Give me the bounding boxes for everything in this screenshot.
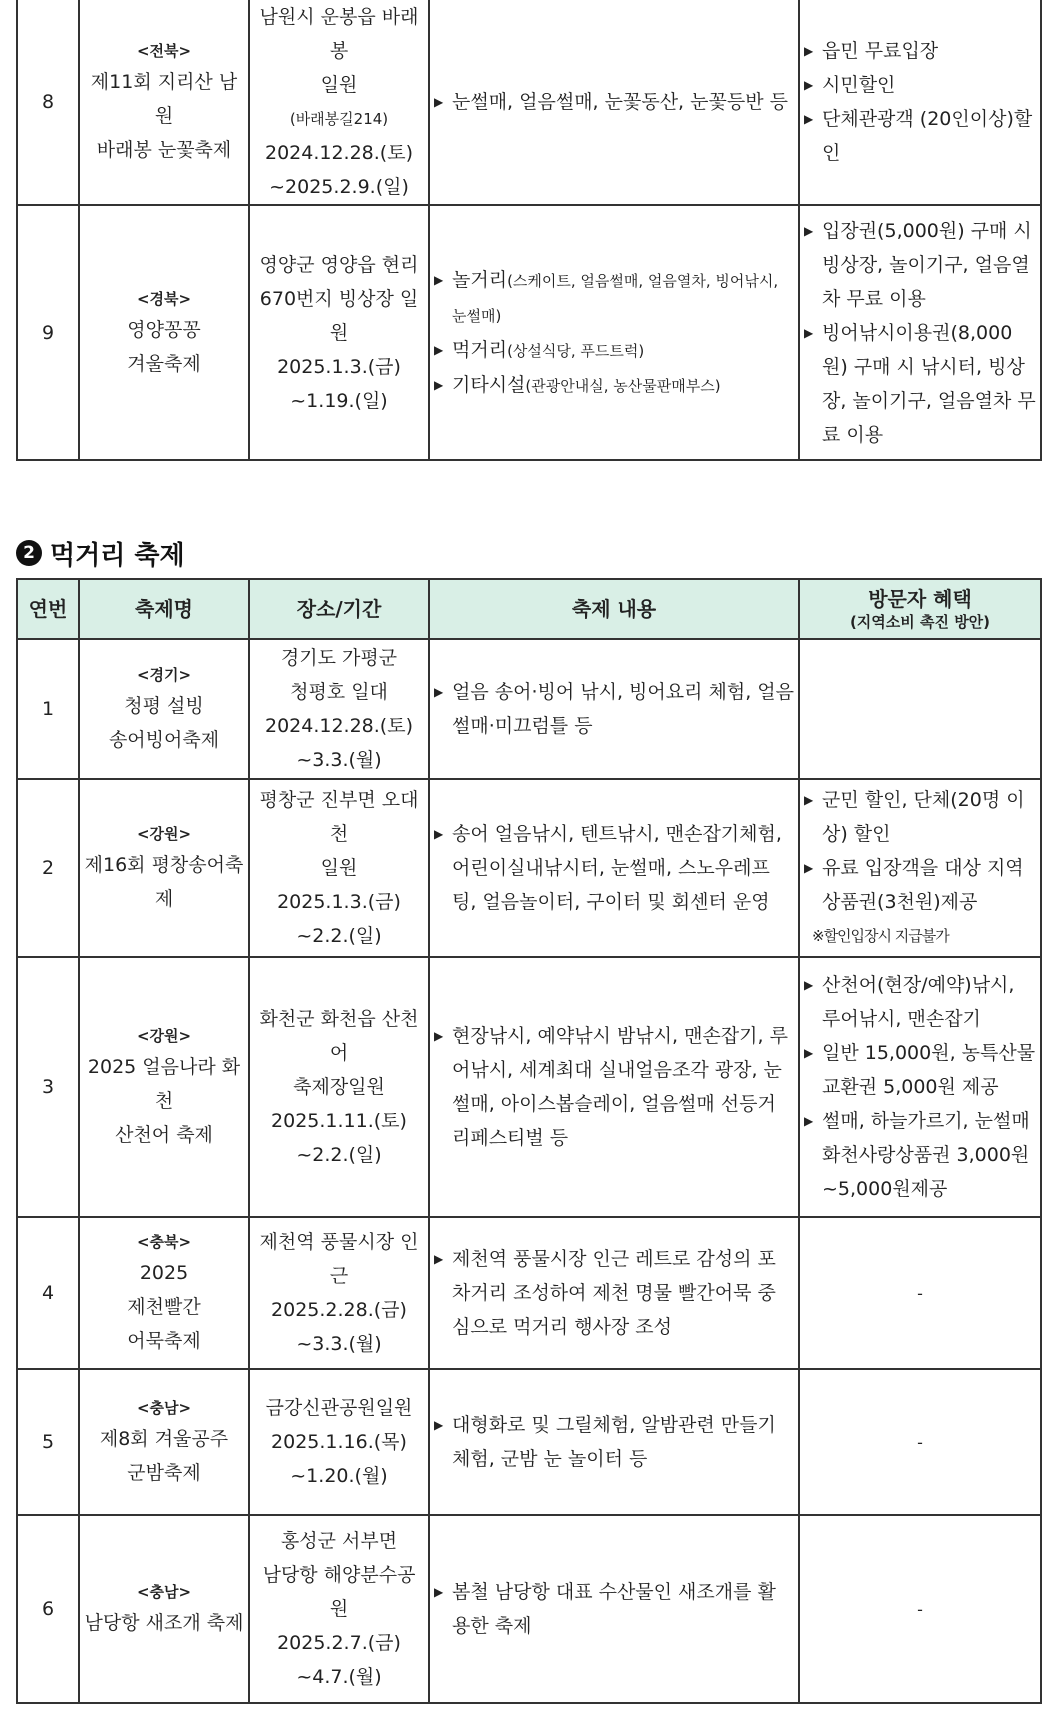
region-label: <경북> xyxy=(136,289,192,308)
table-row xyxy=(17,1217,1041,1369)
content-item-detail: (상설식당, 푸드트럭) xyxy=(507,341,645,360)
festival-content-cell xyxy=(429,205,799,460)
content-item xyxy=(434,368,794,403)
benefit-item: ▶ 읍민 무료입장 xyxy=(804,34,1036,68)
place-line: 670번지 빙상장 일원 xyxy=(259,287,419,344)
festival-content-cell xyxy=(429,779,799,957)
place-period-cell xyxy=(249,779,429,957)
festival-content-cell xyxy=(429,639,799,779)
header-name: 축제명 xyxy=(79,579,249,639)
festival-name-line: 송어빙어축제 xyxy=(108,729,220,751)
row-number: 1 xyxy=(17,639,79,779)
row-number: 5 xyxy=(17,1369,79,1515)
festival-name-line: 바래봉 눈꽃축제 xyxy=(96,139,232,161)
table-row xyxy=(17,205,1041,460)
benefit-cell xyxy=(799,1515,1041,1703)
benefit-empty-dash: - xyxy=(917,1599,923,1619)
place-detail: (바래봉길214) xyxy=(289,110,389,128)
place-period-line: ~3.3.(월) xyxy=(296,749,382,771)
festival-name-line: 제16회 평창송어축 xyxy=(84,854,244,876)
food-festival-table xyxy=(16,578,1042,1704)
benefit-cell xyxy=(799,639,1041,779)
table-row xyxy=(17,1515,1041,1703)
content-item: ▶ 봄철 남당항 대표 수산물인 새조개를 활용한 축제 xyxy=(434,1575,794,1643)
festival-name-line: 군밤축제 xyxy=(127,1462,201,1484)
benefit-note: ※할인입장시 지급불가 xyxy=(812,927,949,945)
festival-name-line: 어묵축제 xyxy=(127,1330,201,1352)
row-number: 8 xyxy=(17,0,79,205)
top-festival-table xyxy=(16,0,1042,461)
festival-name-cell xyxy=(79,1217,249,1369)
region-label: <충북> xyxy=(136,1233,192,1251)
content-item: ▶ 눈썰매, 얼음썰매, 눈꽃동산, 눈꽃등반 등 xyxy=(434,85,794,119)
benefit-item: ▶ 군민 할인, 단체(20명 이상) 할인 xyxy=(804,783,1036,851)
place-period-line: ~4.7.(월) xyxy=(296,1666,382,1688)
table-row xyxy=(17,779,1041,957)
section-heading xyxy=(16,535,185,571)
content-item xyxy=(434,263,794,333)
festival-content-cell xyxy=(429,957,799,1217)
festival-name-line: 남당항 새조개 축제 xyxy=(84,1612,244,1634)
period-line: ~2025.2.9.(일) xyxy=(269,176,409,198)
content-item-detail: (스케이트, 얼음썰매, 얼음열차, 빙어낚시, 눈썰매) xyxy=(452,271,779,325)
festival-name-line: 2025 xyxy=(139,1262,189,1284)
table-row xyxy=(17,957,1041,1217)
content-item: ▶ 얼음 송어·빙어 낚시, 빙어요리 체험, 얼음 썰매·미끄럼틀 등 xyxy=(434,675,794,743)
table-row xyxy=(17,639,1041,779)
festival-name-line: 제천빨간 xyxy=(127,1296,201,1318)
benefit-item: ▶ 썰매, 하늘가르기, 눈썰매 화천사랑상품권 3,000원~5,000원제공 xyxy=(804,1104,1036,1206)
region-label: <전북> xyxy=(136,42,192,60)
place-period-line: 2025.1.11.(토) xyxy=(271,1110,407,1132)
place-period-line: ~2.2.(일) xyxy=(296,1144,382,1166)
row-number: 4 xyxy=(17,1217,79,1369)
benefit-item: ▶ 입장권(5,000원) 구매 시 빙상장, 놀이기구, 얼음열차 무료 이용 xyxy=(804,214,1036,316)
content-item: ▶ 현장낚시, 예약낚시 밤낚시, 맨손잡기, 루어낚시, 세계최대 실내얼음조각 광장, 눈썰매, 아이스봅슬레이, 얼음썰매 선등거리페스티벌 등 xyxy=(434,1019,794,1155)
festival-name-cell xyxy=(79,779,249,957)
festival-content-cell xyxy=(429,1515,799,1703)
table-header-row xyxy=(17,579,1041,639)
festival-name-line: 영양꽁꽁 xyxy=(127,318,201,341)
region-label: <강원> xyxy=(136,1027,192,1045)
place-period-line: 남당항 해양분수공원 xyxy=(262,1564,416,1620)
table-row xyxy=(17,0,1041,205)
place-period-line: 2025.2.7.(금) xyxy=(277,1632,401,1654)
period-line: 2025.1.3.(금) xyxy=(277,355,401,378)
header-benefit-title: 방문자 혜택 xyxy=(868,587,972,611)
benefit-item: ▶ 산천어(현장/예약)낚시, 루어낚시, 맨손잡기 xyxy=(804,968,1036,1036)
place-period-cell xyxy=(249,1515,429,1703)
place-period-cell xyxy=(249,1369,429,1515)
region-label: <충남> xyxy=(136,1583,192,1601)
festival-name-line: 제 xyxy=(154,888,174,910)
header-benefit-subtitle: (지역소비 촉진 방안) xyxy=(849,613,991,631)
festival-name-line: 2025 얼음나라 화천 xyxy=(87,1056,241,1112)
place-line: 영양군 영양읍 현리 xyxy=(259,253,419,276)
row-number: 2 xyxy=(17,779,79,957)
benefit-cell xyxy=(799,0,1041,205)
place-period-line: 축제장일원 xyxy=(293,1076,385,1098)
festival-name-line: 겨울축제 xyxy=(127,352,201,375)
festival-name-cell xyxy=(79,1515,249,1703)
header-place: 장소/기간 xyxy=(249,579,429,639)
place-period-line: 평창군 진부면 오대천 xyxy=(259,789,419,845)
header-content: 축제 내용 xyxy=(429,579,799,639)
benefit-empty-dash: - xyxy=(917,1283,923,1303)
section-number-badge: 2 xyxy=(16,540,42,566)
content-item-detail: (관광안내실, 농산물판매부스) xyxy=(525,376,721,395)
content-item: ▶ 대형화로 및 그릴체험, 알밤관련 만들기 체험, 군밤 눈 놀이터 등 xyxy=(434,1408,794,1476)
festival-name-cell xyxy=(79,957,249,1217)
place-period-line: 제천역 풍물시장 인근 xyxy=(259,1231,419,1287)
place-period-cell xyxy=(249,957,429,1217)
benefit-cell xyxy=(799,1369,1041,1515)
festival-name-line: 청평 설빙 xyxy=(124,695,204,717)
region-label: <경기> xyxy=(136,666,192,684)
content-item-main: 먹거리 xyxy=(452,338,508,361)
benefit-cell xyxy=(799,205,1041,460)
place-period-line: 2025.2.28.(금) xyxy=(271,1299,407,1321)
benefit-empty-dash: - xyxy=(917,1432,923,1452)
place-period-line: 경기도 가평군 xyxy=(280,647,398,669)
place-line: 남원시 운봉읍 바래봉 xyxy=(259,6,419,62)
place-period-cell xyxy=(249,1217,429,1369)
header-benefit xyxy=(799,579,1041,639)
benefit-cell xyxy=(799,957,1041,1217)
festival-name-cell xyxy=(79,0,249,205)
benefit-item: ▶ 일반 15,000원, 농특산물 교환권 5,000원 제공 xyxy=(804,1036,1036,1104)
benefit-item: ▶ 빙어낚시이용권(8,000원) 구매 시 낚시터, 빙상장, 놀이기구, 얼음열차 무료 이용 xyxy=(804,316,1036,452)
content-item: ▶ 송어 얼음낚시, 텐트낚시, 맨손잡기체험, 어린이실내낚시터, 눈썰매, 스노우레프팅, 얼음놀이터, 구이터 및 회센터 운영 xyxy=(434,817,794,919)
place-period-cell xyxy=(249,205,429,460)
benefit-cell xyxy=(799,1217,1041,1369)
row-number: 9 xyxy=(17,205,79,460)
festival-name-cell xyxy=(79,639,249,779)
festival-name-cell xyxy=(79,205,249,460)
period-line: ~1.19.(일) xyxy=(290,389,388,412)
header-no: 연번 xyxy=(17,579,79,639)
place-period-line: ~1.20.(월) xyxy=(290,1465,388,1487)
festival-content-cell xyxy=(429,0,799,205)
place-period-line: 2025.1.16.(목) xyxy=(271,1431,407,1453)
benefit-item: ▶ 단체관광객 (20인이상)할인 xyxy=(804,102,1036,170)
period-line: 2024.12.28.(토) xyxy=(264,142,413,164)
place-period-line: 2024.12.28.(토) xyxy=(264,715,413,737)
place-period-line: 화천군 화천읍 산천어 xyxy=(259,1008,419,1064)
content-item: ▶ 제천역 풍물시장 인근 레트로 감성의 포차거리 조성하여 제천 명물 빨간어묵 중심으로 먹거리 행사장 조성 xyxy=(434,1242,794,1344)
place-period-line: ~2.2.(일) xyxy=(296,925,382,947)
festival-name-line: 제8회 겨울공주 xyxy=(99,1428,229,1450)
place-period-line: 청평호 일대 xyxy=(290,681,388,703)
row-number: 3 xyxy=(17,957,79,1217)
benefit-item: ▶ 시민할인 xyxy=(804,68,1036,102)
place-period-cell xyxy=(249,639,429,779)
benefit-item: ▶ 유료 입장객을 대상 지역상품권(3천원)제공 xyxy=(804,851,1036,919)
place-line: 일원 xyxy=(320,74,358,96)
region-label: <강원> xyxy=(136,825,192,843)
festival-name-cell xyxy=(79,1369,249,1515)
festival-content-cell xyxy=(429,1369,799,1515)
region-label: <충남> xyxy=(136,1399,192,1417)
section-title: 먹거리 축제 xyxy=(50,540,185,571)
place-period-line: 2025.1.3.(금) xyxy=(277,891,401,913)
content-item xyxy=(434,333,794,368)
benefit-cell xyxy=(799,779,1041,957)
festival-content-cell xyxy=(429,1217,799,1369)
festival-name-line: 산천어 축제 xyxy=(115,1124,213,1146)
table-row xyxy=(17,1369,1041,1515)
place-period-line: 금강신관공원일원 xyxy=(265,1397,413,1419)
place-period-line: ~3.3.(월) xyxy=(296,1333,382,1355)
place-period-line: 홍성군 서부면 xyxy=(280,1530,398,1552)
festival-name-line: 제11회 지리산 남원 xyxy=(90,71,238,127)
place-period-line: 일원 xyxy=(320,857,358,879)
row-number: 6 xyxy=(17,1515,79,1703)
place-period-cell xyxy=(249,0,429,205)
content-item-main: 놀거리 xyxy=(452,268,508,291)
content-item-main: 기타시설 xyxy=(452,373,526,396)
